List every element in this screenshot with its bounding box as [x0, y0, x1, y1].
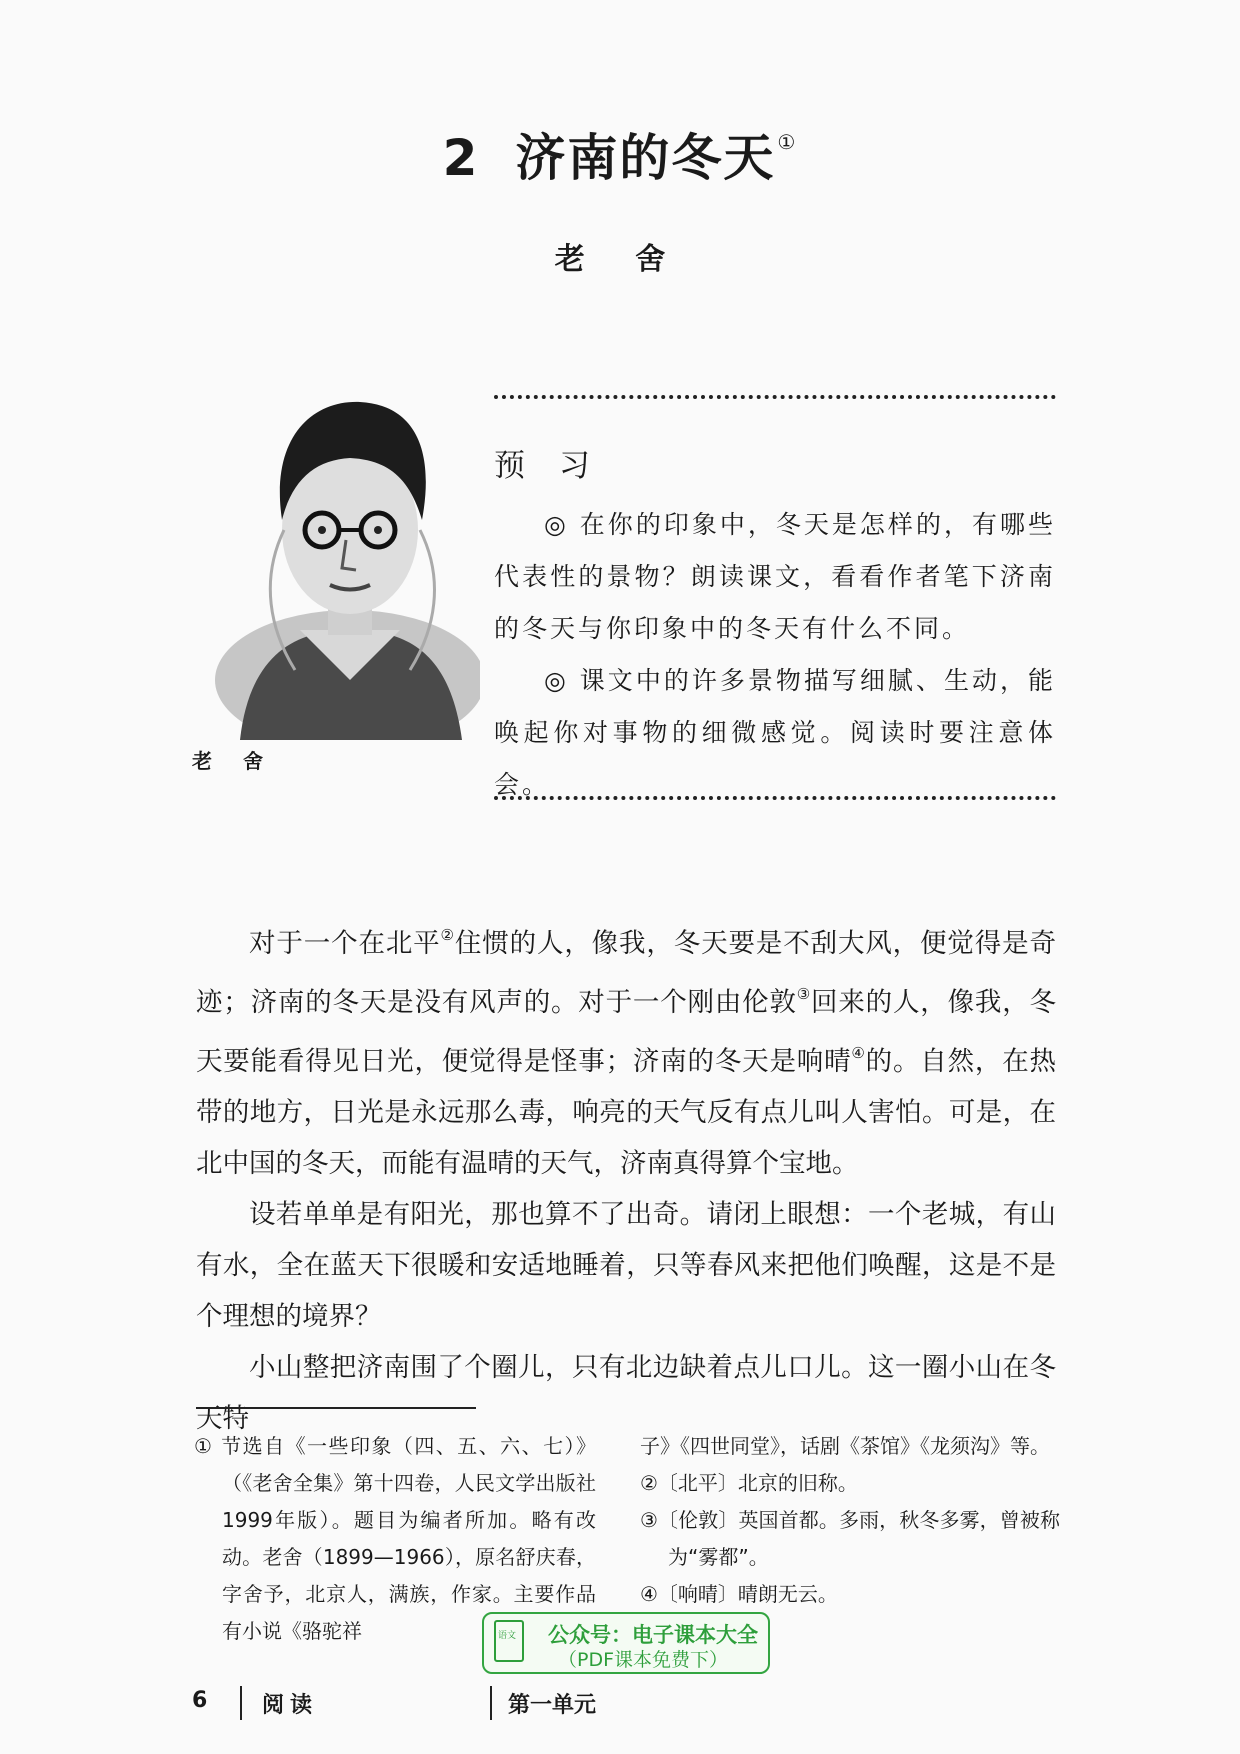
preview-top-divider [494, 395, 1056, 399]
footnote-rule [196, 1407, 476, 1409]
footer-unit: 第一单元 [508, 1693, 597, 1718]
footer-separator [240, 1686, 242, 1720]
watermark-badge [482, 1612, 770, 1674]
preview-item: ◎ 在你的印象中，冬天是怎样的，有哪些代表性的景物？朗读课文，看看作者笔下济南的冬天与你印象中的冬天有什么不同。 [494, 510, 1056, 643]
preview-heading: 预 习 [494, 448, 602, 484]
text-run: 回来的人，像我，冬天要能看得见日光，便觉得是怪事；济南的冬天是响晴 [196, 987, 1057, 1077]
preview-item: ◎ 课文中的许多景物描写细腻、生动，能唤起你对事物的细微感觉。阅读时要注意体会。 [494, 666, 1056, 799]
footer-section: 阅读 [262, 1693, 319, 1718]
portrait-caption: 老 舍 [192, 749, 275, 773]
footer-separator [490, 1686, 492, 1720]
lesson-title [0, 118, 1240, 190]
author-name: 老 舍 [554, 242, 686, 277]
author-portrait [200, 380, 480, 740]
book-icon [494, 1620, 524, 1662]
title-footnote-marker[interactable]: ① [777, 130, 798, 154]
text-run: 的。自然，在热带的地方，日光是永远那么毒，响亮的天气反有点儿叫人害怕。可是，在北中国的冬天，而能有温晴的天气，济南真得算个宝地。 [196, 1046, 1057, 1179]
body-paragraph [196, 910, 1056, 1189]
lesson-title-text: 济南的冬天 [515, 128, 776, 187]
body-text [196, 910, 1056, 1444]
watermark-line2: （PDF课本免费下） [558, 1649, 729, 1671]
body-paragraph: 设若单单是有阳光，那也算不了出奇。请闭上眼想：一个老城，有山有水，全在蓝天下很暖和安适地睡着，只等春风来把他们唤醒，这是不是个理想的境界？ [196, 1199, 1056, 1332]
page-number: 6 [192, 1688, 208, 1713]
preview-box [494, 440, 1056, 811]
footnote-marker[interactable]: ③ [796, 985, 812, 1003]
footnote-marker[interactable]: ② [440, 926, 455, 944]
footnote: ① 节选自《一些印象（四、五、六、七）》（《老舍全集》第十四卷，人民文学出版社1999年版）。题目为编者所加。略有改动。老舍（1899—1966），原名舒庆春，字舍予，北京人，满族，作家。主要作品有小说《骆驼祥 [194, 1434, 596, 1643]
footnote: ④〔响晴〕晴朗无云。 [640, 1582, 838, 1606]
footnote: ③〔伦敦〕英国首都。多雨，秋冬多雾，曾被称为“雾都”。 [640, 1508, 1060, 1569]
footnote-marker[interactable]: ④ [851, 1044, 866, 1062]
text-run: 对于一个在北平 [249, 928, 441, 959]
footnotes-right-column [640, 1428, 1060, 1613]
watermark-line1: 公众号：电子课本大全 [548, 1623, 758, 1647]
footnote: ②〔北平〕北京的旧称。 [640, 1471, 858, 1495]
footnote-continuation: 子》《四世同堂》，话剧《茶馆》《龙须沟》等。 [640, 1434, 1050, 1458]
lesson-number: 2 [442, 129, 480, 187]
text-run: 住惯的人，像我，冬天要是不刮大风，便觉得是奇迹；济南的冬天是没有风声的。对于一个刚由伦敦 [196, 928, 1056, 1018]
body-paragraph: 小山整把济南围了个圈儿，只有北边缺着点儿口儿。这一圈小山在冬天特 [196, 1352, 1056, 1434]
preview-bottom-divider [494, 796, 1056, 800]
book-icon-label: 语文 [498, 1631, 517, 1641]
